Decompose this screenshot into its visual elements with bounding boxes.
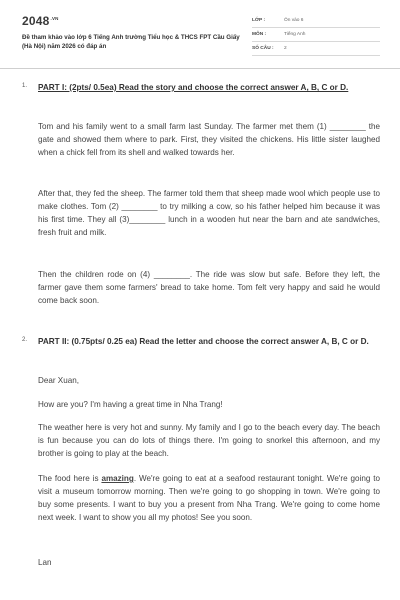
story-paragraph-1: Tom and his family went to a small farm last Sunday. The farmer met them (1) ________ the gate and showed them where to park. First, they visited the chickens. His little sister laughed when a chick fell from its shell and walked towards her. — [38, 122, 380, 157]
story-paragraph-3: Then the children rode on (4) ________. The ride was slow but safe. Before they left, the farmer gave them some farmers' bread to take home. Tom felt very happy and said he would come back soon. — [38, 270, 380, 305]
logo-suffix: .VN — [50, 16, 59, 21]
letter-signature: Lan — [38, 558, 52, 567]
story-paragraph-2: After that, they fed the sheep. The farmer told them that sheep made wool which people use to make clothes. Tom (2) ________ to try milking a cow, so his father helped him because it was his first time. They all (3)________ lunch in a wooden hut near the barn and ate sandwiches, fresh fruit and milk. — [38, 189, 380, 237]
question-number: 2. — [22, 337, 28, 343]
logo-text: 2048 — [22, 14, 50, 28]
meta-class-value: Ôn vào 6 — [284, 18, 304, 23]
letter-greeting: Dear Xuan, — [38, 376, 79, 385]
meta-subject — [252, 30, 380, 42]
question-title: PART I: (2pts/ 0.5ea) Read the story and choose the correct answer A, B, C or D. — [38, 83, 349, 92]
meta-count-label: SỐ CÂU : — [252, 46, 274, 51]
letter-p3-text: The food here is — [38, 474, 102, 483]
header-divider — [0, 68, 400, 69]
meta-subject-value: Tiếng Anh — [284, 32, 306, 37]
highlighted-word: amazing — [101, 474, 134, 483]
site-logo[interactable] — [22, 14, 59, 28]
letter-paragraph-1: How are you? I'm having a great time in Nha Trang! — [38, 400, 223, 409]
meta-class-label: LỚP : — [252, 18, 266, 23]
letter-paragraph-3 — [38, 472, 380, 524]
document-title: Đề tham khảo vào lớp 6 Tiếng Anh trường Tiểu học & THCS FPT Cầu Giấy (Hà Nội) năm 2026 có đáp án — [22, 34, 240, 50]
meta-class — [252, 16, 380, 28]
meta-count-value: 2 — [284, 46, 287, 51]
letter-paragraph-2: The weather here is very hot and sunny. My family and I go to the beach every day. The beach is fun because you can do lots of things there. I'm going to snorkel this afternoon, and my brother is going to play at the beach. — [38, 423, 380, 458]
meta-subject-label: MÔN : — [252, 32, 267, 37]
letter-p3-text-rest: . We're going to eat at a seafood restaurant tonight. We're going to visit a museum tomorrow morning. Then we're going to go shopping in town. We're going to buy some presents. I want to buy you a present from Nha Trang. We're going to come home next week. I want to show you all my photos! See you soon. — [38, 474, 380, 522]
meta-question-count — [252, 44, 380, 56]
question-number: 1. — [22, 83, 28, 89]
question-title: PART II: (0.75pts/ 0.25 ea) Read the letter and choose the correct answer A, B, C or D. — [38, 337, 369, 346]
page-header — [0, 0, 400, 68]
